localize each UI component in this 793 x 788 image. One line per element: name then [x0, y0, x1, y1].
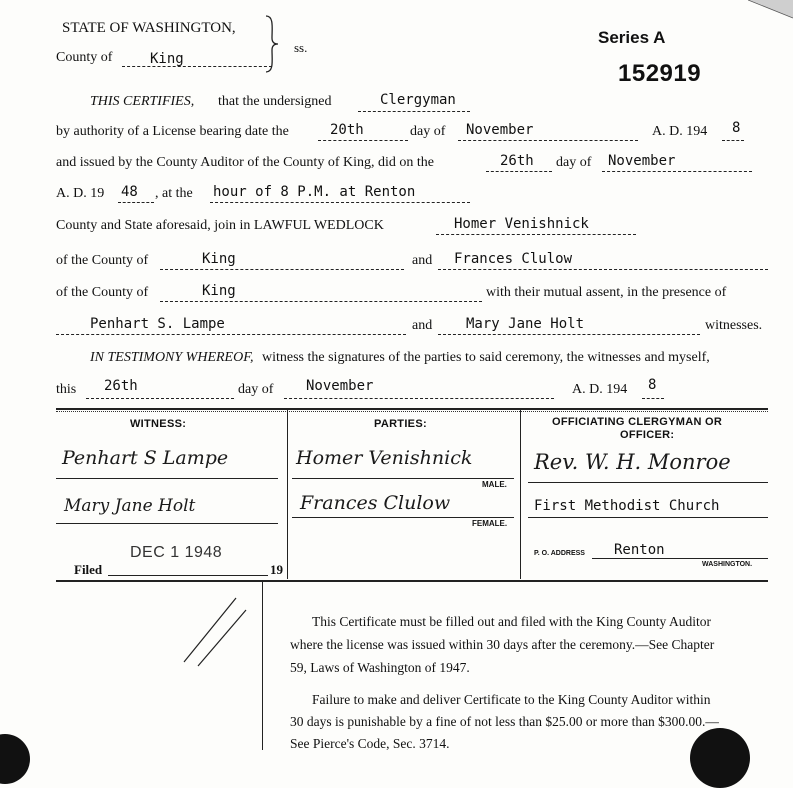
- ceremony-place: hour of 8 P.M. at Renton: [213, 184, 416, 200]
- county-underline: [122, 66, 272, 67]
- groom-underline: [436, 234, 636, 235]
- bride-name: Frances Clulow: [454, 251, 573, 267]
- witness-header: WITNESS:: [130, 418, 187, 430]
- county-label: County of: [56, 50, 113, 65]
- sign-month-underline: [284, 398, 554, 399]
- note-2-line-2: 30 days is punishable by a fine of not less than $25.00 or more than $300.00.—: [290, 714, 719, 729]
- license-year-digit: 8: [732, 120, 741, 136]
- license-day: 20th: [330, 122, 364, 138]
- note-1-line-2: where the license was issued within 30 days after the ceremony.—See Chapter: [290, 637, 715, 652]
- signature-box-bottom: [56, 580, 768, 582]
- day-of-label-2: day of: [556, 155, 592, 170]
- lower-divider: [262, 582, 263, 750]
- ceremony-day-underline: [486, 171, 552, 172]
- signature-box-top: [56, 408, 768, 410]
- filed-label: Filed: [74, 562, 103, 577]
- assent-text: with their mutual assent, in the presence of: [486, 285, 727, 300]
- groom-county-underline: [160, 269, 404, 270]
- note-2-line-3: See Pierce's Code, Sec. 3714.: [290, 736, 450, 751]
- witness-2-name: Mary Jane Holt: [466, 316, 585, 332]
- wedlock-text: County and State aforesaid, join in LAWFUL WEDLOCK: [56, 218, 384, 233]
- po-address-value: Renton: [614, 542, 665, 558]
- note-1-line-1: This Certificate must be filled out and filed with the King County Auditor: [312, 614, 711, 629]
- groom-name: Homer Venishnick: [454, 216, 589, 232]
- corner-fold-icon: [748, 0, 793, 20]
- witness-2-signature: Mary Jane Holt: [64, 496, 196, 516]
- witness-sig-line-2: [56, 523, 278, 524]
- clergy-header-2: OFFICER:: [620, 429, 675, 441]
- license-day-underline: [318, 140, 408, 141]
- license-year-underline: [722, 140, 744, 141]
- washington-label: WASHINGTON.: [702, 561, 753, 568]
- certificate-number: 152919: [618, 60, 702, 87]
- officiant-underline: [358, 111, 470, 112]
- filed-date-stamp: DEC 1 1948: [130, 544, 223, 561]
- bride-county-label: of the County of: [56, 285, 149, 300]
- bride-county-underline: [160, 301, 482, 302]
- series-label: Series A: [598, 28, 666, 47]
- officiant-title: Clergyman: [380, 92, 456, 108]
- groom-county-label: of the County of: [56, 253, 149, 268]
- license-month: November: [466, 122, 534, 138]
- certifies-text: that the undersigned: [218, 94, 332, 109]
- state-heading: STATE OF WASHINGTON,: [62, 20, 236, 36]
- sign-month: November: [306, 378, 374, 394]
- license-month-underline: [458, 140, 638, 141]
- signature-box-dotted: [56, 411, 768, 412]
- filed-year-suffix: 19: [270, 562, 283, 577]
- male-label: MALE.: [482, 480, 507, 489]
- scan-hole-left: [0, 734, 30, 784]
- sign-day-underline: [86, 398, 234, 399]
- license-text: by authority of a License bearing date the: [56, 124, 289, 139]
- place-underline: [210, 202, 470, 203]
- bride-county: King: [202, 283, 236, 299]
- female-label: FEMALE.: [472, 519, 508, 528]
- and-label-2: and: [412, 318, 433, 333]
- and-label-1: and: [412, 253, 433, 268]
- this-label: this: [56, 382, 77, 397]
- witness-1-name: Penhart S. Lampe: [90, 316, 225, 332]
- ceremony-day: 26th: [500, 153, 534, 169]
- clergy-header-1: OFFICIATING CLERGYMAN OR: [552, 416, 723, 428]
- ad-last: A. D. 194: [572, 382, 628, 397]
- ceremony-year: 48: [121, 184, 138, 200]
- county-value: King: [150, 51, 184, 67]
- pen-strokes-icon: [176, 592, 256, 672]
- witness-sig-line-1: [56, 478, 278, 479]
- note-2-line-1: Failure to make and deliver Certificate to the King County Auditor within: [312, 692, 711, 707]
- sign-year-digit: 8: [648, 377, 657, 393]
- certifies-lead: THIS CERTIFIES,: [90, 94, 195, 109]
- ad-line4: A. D. 19: [56, 186, 105, 201]
- witness1-underline: [56, 334, 406, 335]
- testimony-text: witness the signatures of the parties to said ceremony, the witnesses and myself,: [262, 350, 710, 365]
- witness2-underline: [438, 334, 700, 335]
- ss-label: ss.: [294, 40, 308, 55]
- ad-prefix: A. D. 194: [652, 124, 708, 139]
- column-divider-1: [287, 409, 288, 579]
- party-sig-line-2: [292, 517, 514, 518]
- church-name: First Methodist Church: [534, 498, 720, 514]
- testimony-lead: IN TESTIMONY WHEREOF,: [90, 350, 254, 365]
- clergy-signature: Rev. W. H. Monroe: [534, 450, 731, 474]
- party-sig-line-1: [292, 478, 514, 479]
- brace-icon: [262, 14, 284, 74]
- ceremony-month: November: [608, 153, 676, 169]
- clergy-sig-line: [528, 482, 768, 483]
- church-line: [528, 517, 768, 518]
- parties-header: PARTIES:: [374, 418, 427, 430]
- bride-signature: Frances Clulow: [300, 492, 451, 514]
- column-divider-2: [520, 409, 521, 579]
- sign-year-underline: [642, 398, 664, 399]
- witness-1-signature: Penhart S Lampe: [62, 447, 229, 469]
- day-of-label: day of: [410, 124, 446, 139]
- ceremony-month-underline: [602, 171, 752, 172]
- ceremony-year-underline: [118, 202, 154, 203]
- po-address-label: P. O. ADDRESS: [534, 550, 585, 557]
- day-of-label-3: day of: [238, 382, 274, 397]
- at-the-label: , at the: [155, 186, 193, 201]
- scan-hole-right: [690, 728, 750, 788]
- witnesses-word: witnesses.: [705, 318, 763, 333]
- bride-underline: [438, 269, 768, 270]
- groom-signature: Homer Venishnick: [296, 447, 473, 469]
- po-address-line: [592, 558, 768, 559]
- note-1-line-3: 59, Laws of Washington of 1947.: [290, 660, 470, 675]
- groom-county: King: [202, 251, 236, 267]
- filed-line: [108, 575, 268, 576]
- sign-day: 26th: [104, 378, 138, 394]
- issued-text: and issued by the County Auditor of the County of King, did on the: [56, 155, 434, 170]
